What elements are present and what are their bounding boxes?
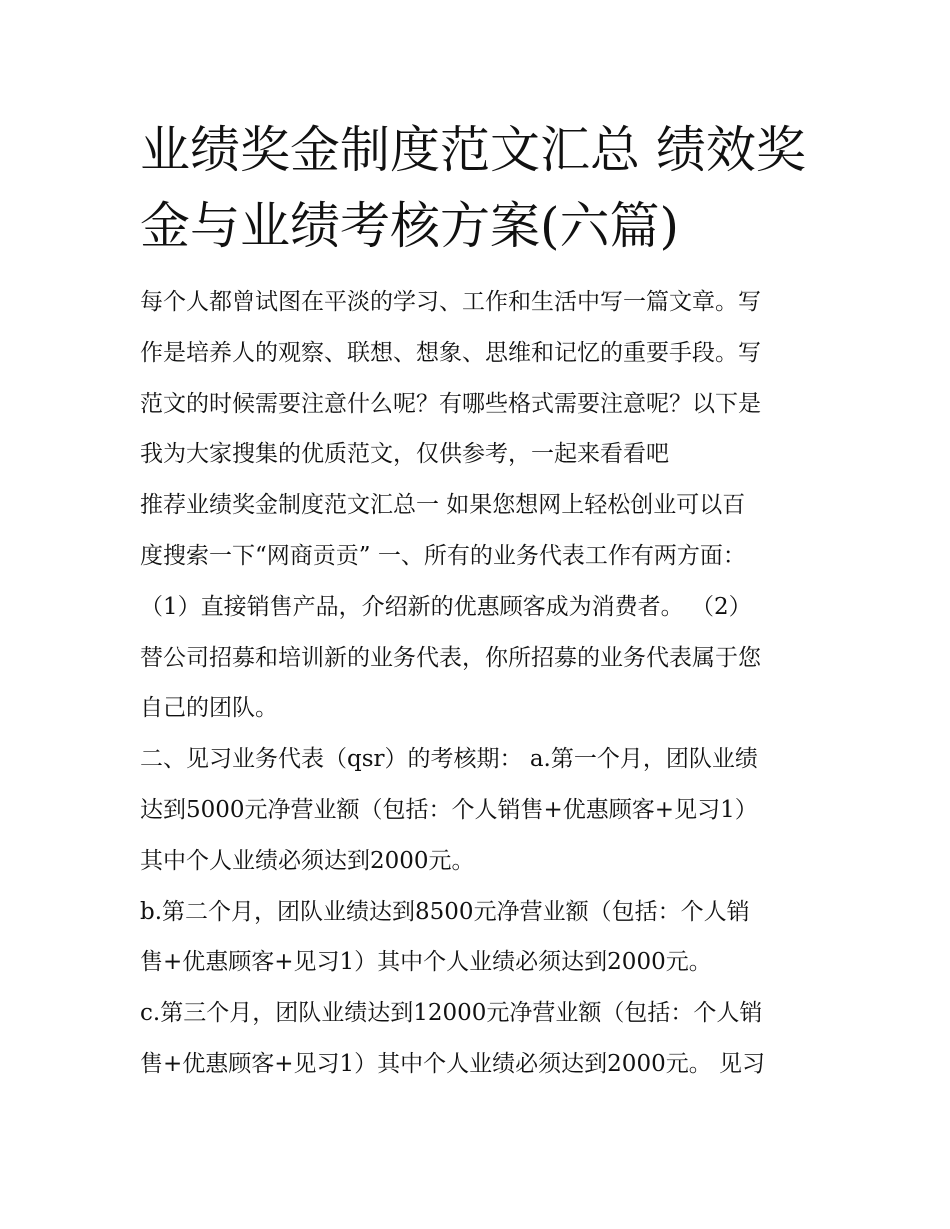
body-line: b.第二个月，团队业绩达到8500元净营业额（包括：个人销 [140,898,750,925]
body-line: 自己的团队。 [140,695,278,722]
body-line: （1）直接销售产品，介绍新的优惠顾客成为消费者。 （2） [140,593,752,620]
title-line: 金与业绩考核方案(六篇) [140,197,680,255]
body-line: 每个人都曾试图在平淡的学习、工作和生活中写一篇文章。写 [140,289,761,315]
title-line: 业绩奖金制度范文汇总 绩效奖 [140,121,806,179]
body-line: 其中个人业绩必须达到2000元。 [140,847,475,874]
body-line: 替公司招募和培训新的业务代表，你所招募的业务代表属于您 [140,644,761,671]
body-line: 我为大家搜集的优质范文，仅供参考，一起来看看吧 [140,441,669,468]
body-line: 售+优惠顾客+见习1）其中个人业绩必须达到2000元。 见习 [140,1050,766,1077]
document-title [140,112,830,264]
body-line: 范文的时候需要注意什么呢？有哪些格式需要注意呢？以下是 [140,390,761,417]
document-body [140,277,820,1090]
body-line: 售+优惠顾客+见习1）其中个人业绩必须达到2000元。 [140,949,712,976]
body-line: 作是培养人的观察、联想、想象、思维和记忆的重要手段。写 [140,339,761,366]
body-line: c.第三个月，团队业绩达到12000元净营业额（包括：个人销 [140,1000,763,1027]
body-line: 二、见习业务代表（qsr）的考核期： a.第一个月，团队业绩 [140,746,758,773]
body-line: 度搜索一下“网商贡贡” 一、所有的业务代表工作有两方面： [140,542,746,569]
body-line: 推荐业绩奖金制度范文汇总一 如果您想网上轻松创业可以百 [140,492,746,519]
body-line: 达到5000元净营业额（包括：个人销售+优惠顾客+见习1） [140,796,758,823]
